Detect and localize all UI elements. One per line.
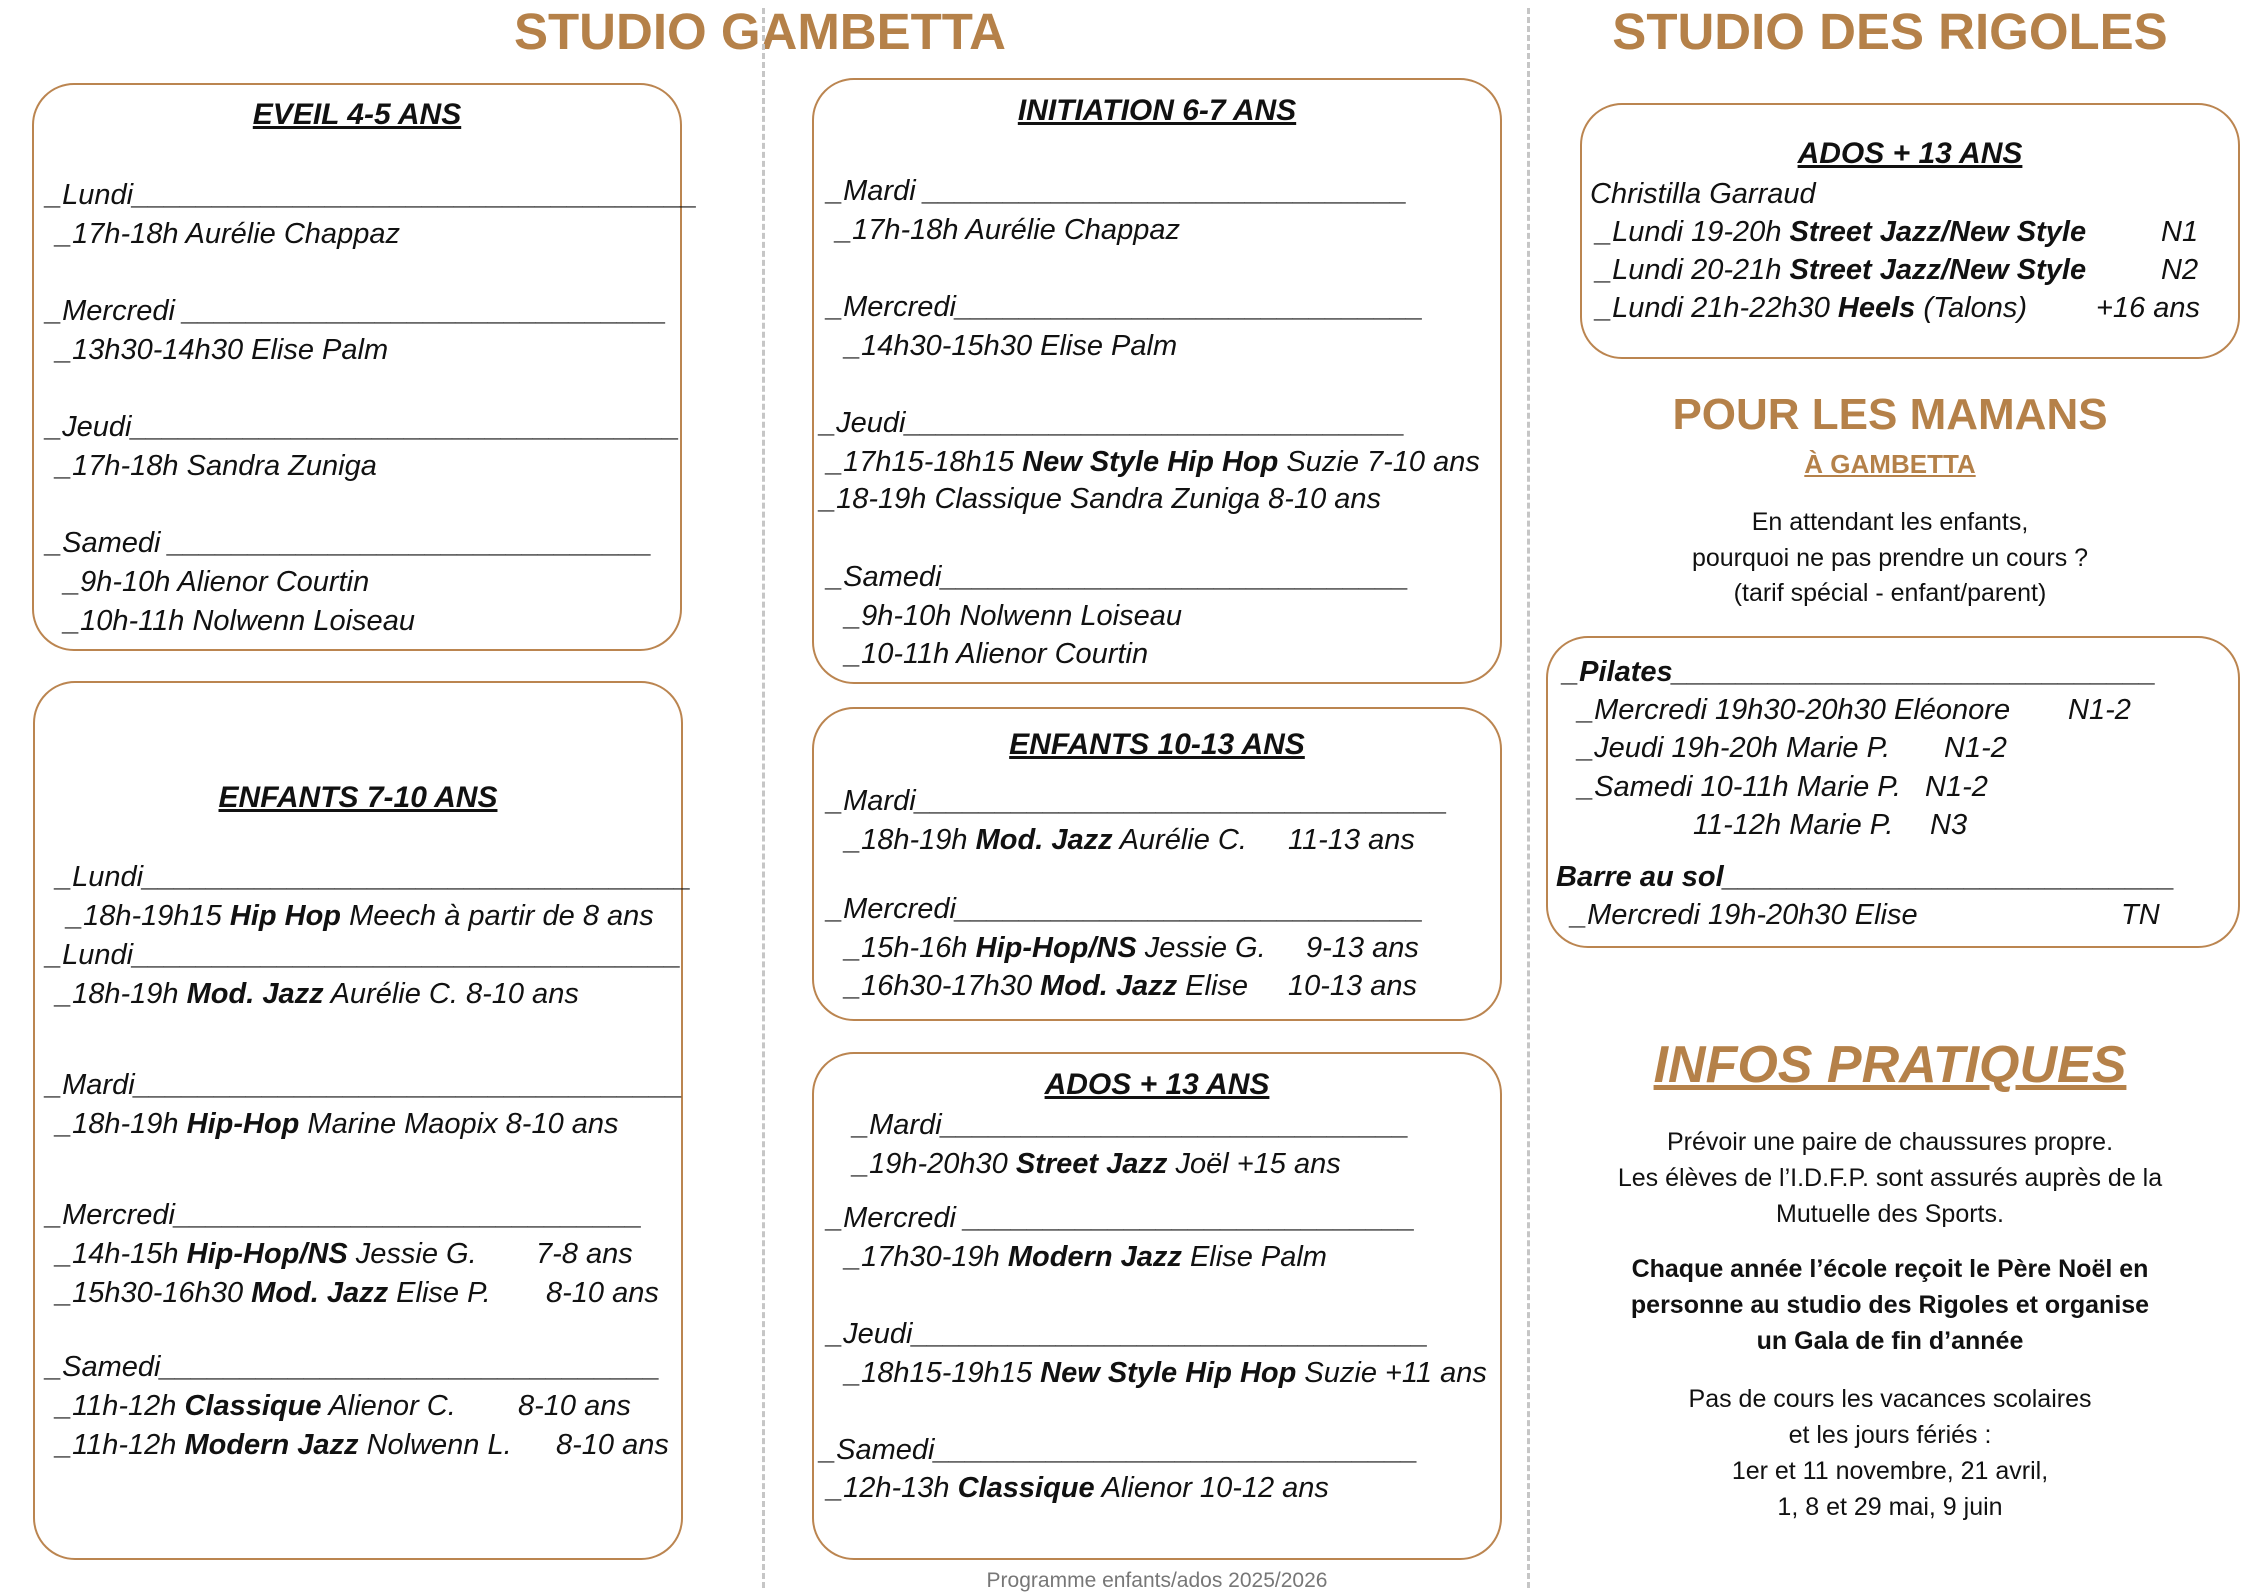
pilates-level: N1-2 bbox=[1944, 732, 2007, 764]
enfants710-age: 8-10 ans bbox=[518, 1390, 631, 1422]
enfants710-class: _18h-19h15 Hip Hop Meech à partir de 8 ans bbox=[67, 900, 654, 932]
eveil-day-samedi: _Samedi ______________________________ bbox=[46, 527, 653, 559]
infos-text: Mutuelle des Sports. bbox=[1776, 1200, 2004, 1228]
mamans-subtitle: À GAMBETTA bbox=[1804, 449, 1976, 479]
initiation-class: _17h15-18h15 New Style Hip Hop Suzie 7-10 ans bbox=[827, 446, 1480, 478]
enfants1013-age: 10-13 ans bbox=[1288, 970, 1417, 1002]
pilates-class: _Jeudi 19h-20h Marie P. bbox=[1578, 732, 1891, 764]
pilates-level: N1-2 bbox=[2068, 694, 2131, 726]
infos-bold-text: un Gala de fin d’année bbox=[1756, 1327, 2024, 1355]
divider-left bbox=[762, 8, 765, 1588]
enfants1013-day-mercredi: _Mercredi_____________________________ bbox=[827, 893, 1424, 925]
infos-text: Pas de cours les vacances scolaires bbox=[1688, 1385, 2092, 1413]
initiation-class: _14h30-15h30 Elise Palm bbox=[845, 330, 1178, 362]
enfants710-class: _11h-12h Modern Jazz Nolwenn L. bbox=[56, 1429, 512, 1461]
infos-text: 1, 8 et 29 mai, 9 juin bbox=[1777, 1493, 2003, 1521]
initiation-class: _10-11h Alienor Courtin bbox=[845, 638, 1149, 670]
initiation-day-mardi: _Mardi ______________________________ bbox=[827, 175, 1408, 207]
pilates-heading: _Pilates______________________________ bbox=[1563, 656, 2157, 688]
enfants1013-class: _18h-19h Mod. Jazz Aurélie C. bbox=[845, 824, 1247, 856]
enfants710-day-lundi: _Lundi__________________________________ bbox=[46, 939, 682, 971]
initiation-class: _17h-18h Aurélie Chappaz bbox=[836, 214, 1180, 246]
enfants710-day-mardi: _Mardi__________________________________ bbox=[46, 1069, 684, 1101]
mamans-title: POUR LES MAMANS bbox=[1672, 390, 2108, 439]
ados-day-samedi: _Samedi______________________________ bbox=[820, 1434, 1419, 1466]
enfants710-age: 8-10 ans bbox=[546, 1277, 659, 1309]
enfants710-class: _11h-12h Classique Alienor C. bbox=[56, 1390, 456, 1422]
eveil-class: _9h-10h Alienor Courtin bbox=[64, 566, 370, 598]
enfants710-age: 7-8 ans bbox=[536, 1238, 633, 1270]
enfants1013-class: _15h-16h Hip-Hop/NS Jessie G. bbox=[845, 932, 1266, 964]
initiation-day-samedi: _Samedi_____________________________ bbox=[827, 561, 1410, 593]
eveil-heading: EVEIL 4-5 ANS bbox=[252, 98, 462, 131]
eveil-class: _17h-18h Sandra Zuniga bbox=[56, 450, 377, 482]
enfants710-day-lundi: _Lundi__________________________________ bbox=[56, 861, 692, 893]
barre-class: _Mercredi 19h-20h30 Elise bbox=[1571, 899, 1918, 931]
infos-bold-text: Chaque année l’école reçoit le Père Noël en bbox=[1631, 1255, 2149, 1283]
pilates-level: N1-2 bbox=[1925, 771, 1988, 803]
ados-day-jeudi: _Jeudi________________________________ bbox=[827, 1318, 1429, 1350]
enfants710-class: _18h-19h Hip-Hop Marine Maopix 8-10 ans bbox=[56, 1108, 619, 1140]
enfants710-class: _15h30-16h30 Mod. Jazz Elise P. bbox=[56, 1277, 491, 1309]
eveil-day-mercredi: _Mercredi ______________________________ bbox=[46, 295, 667, 327]
mamans-text: (tarif spécial - enfant/parent) bbox=[1733, 579, 2047, 607]
enfants1013-age: 11-13 ans bbox=[1288, 824, 1415, 856]
infos-text: 1er et 11 novembre, 21 avril, bbox=[1731, 1457, 2049, 1485]
ados-class: _19h-20h30 Street Jazz Joël +15 ans bbox=[853, 1148, 1341, 1180]
rigoles-teacher: Christilla Garraud bbox=[1590, 178, 1816, 210]
enfants1013-heading: ENFANTS 10-13 ANS bbox=[1009, 728, 1305, 761]
enfants710-day-samedi: _Samedi_______________________________ bbox=[46, 1351, 661, 1383]
enfants710-heading: ENFANTS 7-10 ANS bbox=[218, 781, 498, 814]
mamans-text: pourquoi ne pas prendre un cours ? bbox=[1691, 544, 2089, 572]
pilates-class: 11-12h Marie P. bbox=[1693, 809, 1894, 841]
initiation-day-jeudi: _Jeudi_______________________________ bbox=[820, 407, 1406, 439]
ados-class: _18h15-19h15 New Style Hip Hop Suzie +11 ans bbox=[845, 1357, 1487, 1389]
ados-class: _12h-13h Classique Alienor 10-12 ans bbox=[827, 1472, 1329, 1504]
ados-day-mardi: _Mardi_____________________________ bbox=[853, 1109, 1410, 1141]
enfants710-class: _18h-19h Mod. Jazz Aurélie C. 8-10 ans bbox=[56, 978, 579, 1010]
barre-level: TN bbox=[2121, 899, 2160, 931]
ados-gambetta-heading: ADOS + 13 ANS bbox=[1044, 1068, 1270, 1101]
rigoles-class: _Lundi 20-21h Street Jazz/New Style bbox=[1596, 254, 2087, 286]
initiation-heading: INITIATION 6-7 ANS bbox=[1017, 94, 1297, 127]
ados-rigoles-heading: ADOS + 13 ANS bbox=[1797, 137, 2023, 170]
mamans-text: En attendant les enfants, bbox=[1751, 508, 2029, 536]
rigoles-level: +16 ans bbox=[2096, 292, 2201, 324]
enfants1013-age: 9-13 ans bbox=[1306, 932, 1419, 964]
initiation-day-mercredi: _Mercredi_____________________________ bbox=[827, 291, 1424, 323]
rigoles-class: _Lundi 19-20h Street Jazz/New Style bbox=[1596, 216, 2087, 248]
infos-title: INFOS PRATIQUES bbox=[1653, 1036, 2127, 1094]
eveil-day-jeudi: _Jeudi__________________________________ bbox=[46, 411, 680, 443]
rigoles-class: _Lundi 21h-22h30 Heels (Talons) bbox=[1596, 292, 2028, 324]
title-studio-rigoles: STUDIO DES RIGOLES bbox=[1612, 3, 2168, 60]
footer-text: Programme enfants/ados 2025/2026 bbox=[986, 1569, 1328, 1592]
enfants710-age: 8-10 ans bbox=[556, 1429, 669, 1461]
eveil-class: _17h-18h Aurélie Chappaz bbox=[56, 218, 400, 250]
eveil-class: _13h30-14h30 Elise Palm bbox=[56, 334, 389, 366]
eveil-class: _10h-11h Nolwenn Loiseau bbox=[64, 605, 415, 637]
ados-day-mercredi: _Mercredi ____________________________ bbox=[827, 1202, 1416, 1234]
eveil-day-lundi: _Lundi___________________________________ bbox=[46, 179, 698, 211]
rigoles-level: N2 bbox=[2161, 254, 2199, 286]
pilates-class: _Samedi 10-11h Marie P. bbox=[1578, 771, 1901, 803]
enfants710-class: _14h-15h Hip-Hop/NS Jessie G. bbox=[56, 1238, 477, 1270]
enfants710-day-mercredi: _Mercredi_____________________________ bbox=[46, 1199, 643, 1231]
pilates-level: N3 bbox=[1930, 809, 1968, 841]
infos-text: Prévoir une paire de chaussures propre. bbox=[1666, 1128, 2114, 1156]
enfants1013-class: _16h30-17h30 Mod. Jazz Elise bbox=[845, 970, 1249, 1002]
infos-text: et les jours fériés : bbox=[1788, 1421, 1992, 1449]
rigoles-level: N1 bbox=[2161, 216, 2199, 248]
enfants1013-day-mardi: _Mardi_________________________________ bbox=[827, 785, 1448, 817]
initiation-class: _18-19h Classique Sandra Zuniga 8-10 ans bbox=[820, 483, 1382, 515]
infos-bold-text: personne au studio des Rigoles et organise bbox=[1630, 1291, 2150, 1319]
infos-text: Les élèves de l’I.D.F.P. sont assurés auprès de la bbox=[1617, 1164, 2163, 1192]
ados-class: _17h30-19h Modern Jazz Elise Palm bbox=[845, 1241, 1327, 1273]
pilates-class: _Mercredi 19h30-20h30 Eléonore bbox=[1578, 694, 2011, 726]
barre-heading: Barre au sol____________________________ bbox=[1556, 861, 2176, 893]
title-studio-gambetta: STUDIO GAMBETTA bbox=[513, 3, 1007, 60]
initiation-class: _9h-10h Nolwenn Loiseau bbox=[845, 600, 1182, 632]
divider-right bbox=[1527, 8, 1530, 1588]
